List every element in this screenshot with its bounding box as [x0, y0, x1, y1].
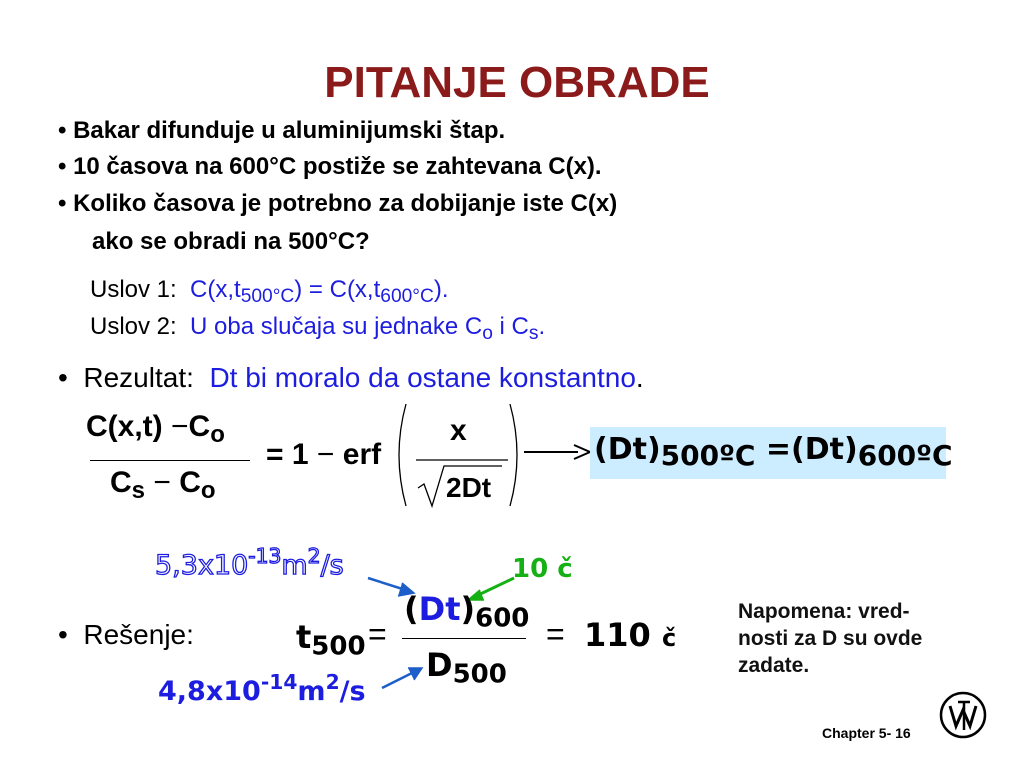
result-expression: (Dt)500ºC =(Dt)600ºC [594, 432, 953, 472]
rezultat-text: Dt bi moralo da ostane konstantno [209, 362, 636, 393]
hours-annotation: 10 č [512, 554, 573, 584]
resenje-line: • Rešenje: [58, 619, 194, 650]
solution-fraction-bar [402, 638, 526, 639]
bullet-1: • Bakar difunduje u aluminijumski štap. [58, 117, 506, 144]
publisher-logo-icon [938, 690, 988, 740]
equals-sign-1: = [368, 616, 387, 652]
equation-denominator: $C_s - C_o$ [110, 466, 216, 504]
sqrt-content: 2Dt [446, 472, 492, 503]
equals-sign-2: = [546, 616, 565, 652]
equation-numerator: $C(x,t) -C_o$ [86, 410, 225, 448]
bullet-2: • 10 časova na 600°C postiže se zahtevana C(x). [58, 153, 602, 180]
slide-title: PITANJE OBRADE [324, 58, 710, 107]
resenje-label: Rešenje: [83, 619, 194, 650]
chapter-label: Chapter 5- 16 [822, 725, 911, 741]
bullet-3: • Koliko časova je potrebno za dobijanje iste C(x) [58, 190, 618, 217]
d500-value: $4,8x10^{-14}m^2/s$ [158, 669, 366, 707]
solution-value: 110 č [584, 616, 677, 654]
condition-2-text: U oba slučaja su jednake $C_o$ i $C_s$. [190, 313, 546, 344]
d600-value: $5,3x10^{-13}m^2/s$ [155, 543, 344, 581]
condition-1 [90, 276, 449, 308]
solution-denominator: $D_{500}$ [426, 646, 507, 690]
rezultat-label: Rezultat: [83, 362, 194, 393]
bullet-3-continued: ako se obradi na 500°C? [92, 228, 370, 255]
equation-fraction-bar [90, 460, 250, 461]
left-paren [399, 404, 406, 506]
condition-1-label: Uslov 1: [90, 276, 177, 303]
rezultat-line: • Rezultat: Dt bi moralo da ostane konstantno. [58, 362, 644, 393]
condition-2-label: Uslov 2: [90, 313, 177, 340]
equation-rhs: = 1 − erf [266, 438, 382, 471]
right-paren [510, 404, 517, 506]
result-arrow [524, 440, 594, 464]
solution-numerator: $(Dt)_{600}$ [404, 590, 530, 634]
condition-1-expression: $C(x,t_{500^\circ C}) = C(x,t_{600^\circ C})$. [190, 276, 449, 307]
t500: $t_{500}$ [296, 618, 366, 662]
condition-2 [90, 313, 545, 345]
note: Napomena: vred- nosti za D su ovde zadate. [738, 600, 923, 677]
erf-numerator: x [450, 414, 467, 447]
